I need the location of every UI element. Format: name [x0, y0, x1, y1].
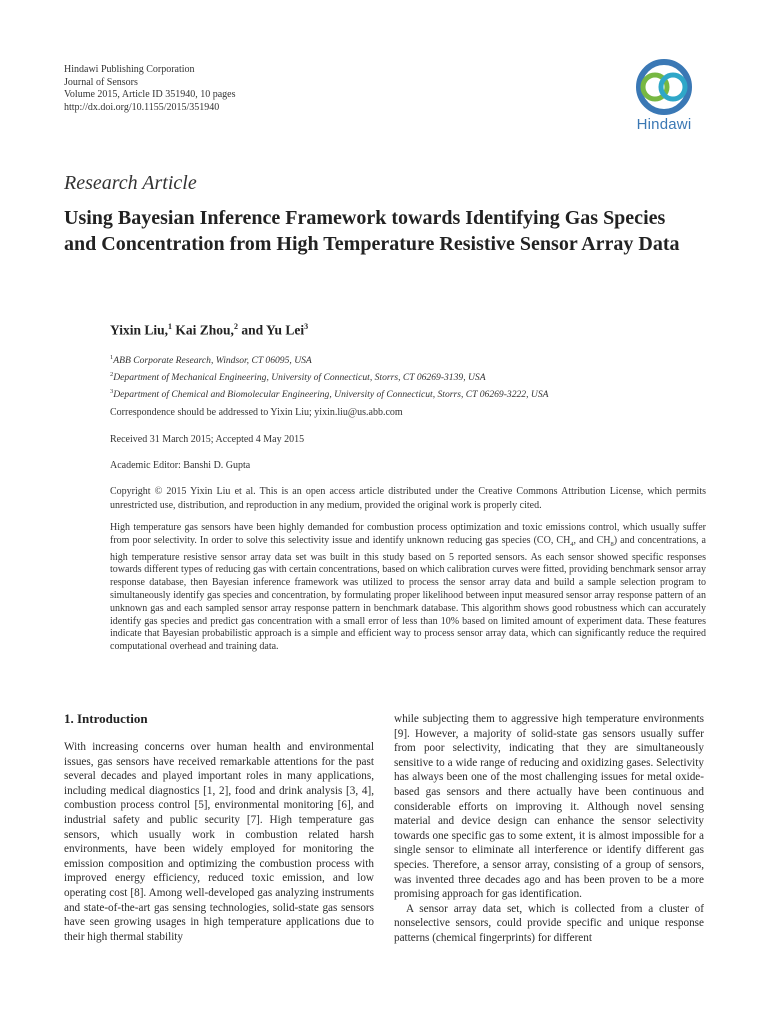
journal-name: Journal of Sensors: [64, 76, 138, 88]
body-paragraph: A sensor array data set, which is collected from a cluster of nonselective sensors, could provide specific and unique response patterns (chemical fingerprints) for different: [394, 902, 704, 944]
correspondence-line: Correspondence should be addressed to Yixin Liu; yixin.liu@us.abb.com: [110, 407, 403, 418]
body-column-right: [394, 712, 704, 946]
abstract: High temperature gas sensors have been highly demanded for combustion process optimization and toxic emissions control, which usually suffer from poor selectivity. In order to solve this selectivity issue and identify unknown reducing gas species (CO, $CH_4$, and $CH_8$) and concentrations, a high temperature resistive sensor array data set was built in this study based on 5 reported sensors. As each sensor showed specific responses towards different types of reducing gas with certain concentrations, based on which calibration curves were fitted, providing benchmark sensor array response database, then Bayesian inference framework was utilized to process the sensor array data and build a sample selection program to simultaneously identify gas species and concentration, by formulating proper likelihood between input measured sensor array response pattern of an unknown gas and each sampled sensor array response pattern in benchmark database. This algorithm shows good robustness which can accurately identify gas species and predict gas concentration with a small error of less than 10% based on limited amount of experiment data. These features indicate that Bayesian probabilistic approach is a simple and efficient way to process sensor array data, which can significantly reduce the required computational overhead and training data.: [110, 522, 706, 653]
academic-editor: Academic Editor: Banshi D. Gupta: [110, 460, 251, 471]
received-dates: Received 31 March 2015; Accepted 4 May 2015: [110, 434, 305, 445]
author-name[interactable]: and Yu Lei: [241, 322, 305, 338]
copyright-notice: Copyright © 2015 Yixin Liu et al. This is an open access article distributed under the Creative Commons Attribution License, which permits unrestricted use, distribution, and reproduction in any medium, provided the original work is properly cited.: [110, 486, 706, 511]
author-list: [110, 322, 308, 339]
author-name[interactable]: Kai Zhou,: [175, 322, 234, 338]
affiliation: $^3$Department of Chemical and Biomolecular Engineering, University of Connecticut, Storrs, CT 06269-3222, USA: [110, 388, 549, 401]
body-column-left: [64, 740, 374, 944]
affiliation: $^1$ABB Corporate Research, Windsor, CT 06095, USA: [110, 354, 312, 367]
article-title: Using Bayesian Inference Framework towards Identifying Gas Species and Concentration from High Temperature Resistive Sensor Array Data: [64, 207, 680, 255]
hindawi-logo-icon: [624, 58, 704, 116]
author-affil-marker: 2: [233, 322, 238, 331]
publisher-name: Hindawi Publishing Corporation: [64, 64, 195, 75]
doi-link[interactable]: http://dx.doi.org/10.1155/2015/351940: [64, 101, 220, 113]
affiliation: $^2$Department of Mechanical Engineering, University of Connecticut, Storrs, CT 06269-3139, USA: [110, 371, 486, 384]
journal-header: [64, 64, 235, 114]
author-affil-marker: 1: [168, 322, 173, 331]
author-affil-marker: 3: [304, 322, 309, 331]
body-paragraph: With increasing concerns over human health and environmental issues, gas sensors have received remarkable attentions for the past several decades and played important roles in many applications, including medical diagnostics [1, 2], food and drink analysis [3, 4], combustion process control [5], environmental monitoring [6], and industrial safety and public security [7]. High temperature gas sensors, which usually work in combustion related harsh environments, have been widely employed for monitoring the emission composition and optimizing the combustion process with improved energy efficiency, reduced toxic emission, and low operating cost [8]. Among well-developed gas analyzing instruments and state-of-the-art gas sensing technologies, solid-state gas sensors have seen growing usages in high temperature applications due to their high thermal stability: [64, 741, 374, 943]
hindawi-logo: [624, 58, 704, 138]
section-heading: 1. Introduction: [64, 711, 148, 726]
logo-text: Hindawi: [636, 116, 692, 133]
body-paragraph: while subjecting them to aggressive high temperature environments [9]. However, a majority of solid-state gas sensors usually suffer from poor selectivity, indicating that they are simultaneously sensitive to a wide range of reducing and oxidizing gases. Selectivity has always been one of the most challenging issues for metal oxide-based gas sensors and there actually have been continuous and considerable efforts on improving it. Although novel sensing material and device design can enhance the sensor selectivity towards one specific gas to some extent, it is almost impossible for a single sensor to eliminate all interference or identify different gas species. Therefore, a sensor array, consisting of a group of sensors, was invented three decades ago and has been proven to be a more promising approach for gas identification.: [394, 713, 704, 901]
affiliation-list: [110, 351, 548, 403]
volume-info: Volume 2015, Article ID 351940, 10 pages: [64, 89, 236, 100]
article-type: Research Article: [64, 172, 197, 194]
author-name[interactable]: Yixin Liu,: [110, 322, 169, 338]
